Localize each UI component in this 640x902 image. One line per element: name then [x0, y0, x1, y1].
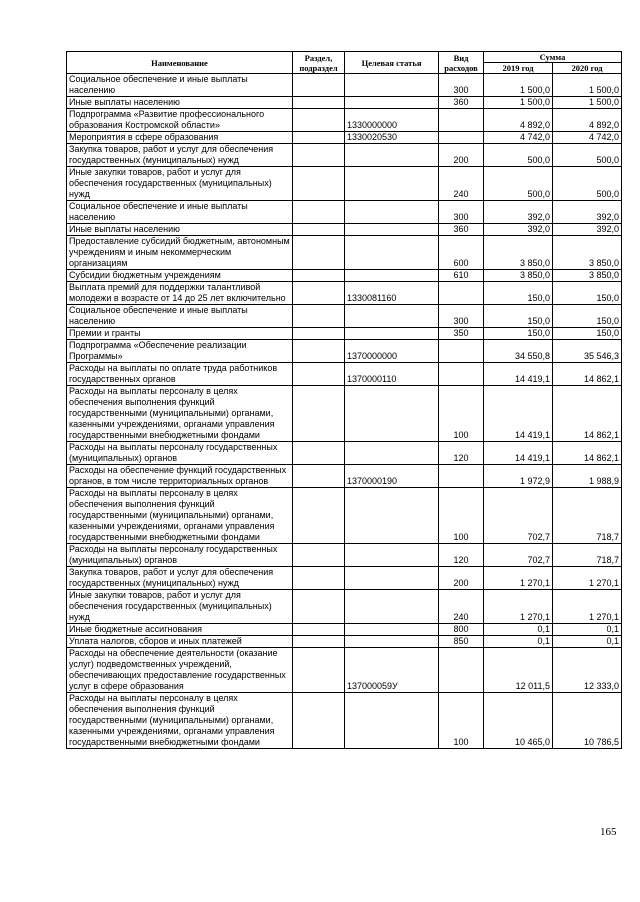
cell-vid	[439, 132, 484, 144]
header-sum: Сумма	[484, 52, 622, 63]
cell-sec	[293, 97, 345, 109]
cell-y2019: 14 419,1	[484, 386, 553, 442]
cell-y2020: 14 862,1	[553, 386, 622, 442]
cell-sec	[293, 624, 345, 636]
cell-name: Расходы на выплаты по оплате труда работников государственных органов	[67, 363, 293, 386]
table-body	[67, 74, 622, 749]
cell-sec	[293, 386, 345, 442]
cell-y2019: 14 419,1	[484, 363, 553, 386]
cell-code	[345, 224, 439, 236]
cell-y2019: 10 465,0	[484, 693, 553, 749]
cell-sec	[293, 144, 345, 167]
cell-name: Расходы на обеспечение функций государственных органов, в том числе территориальных органов	[67, 465, 293, 488]
table-row	[67, 144, 622, 167]
page-number: 165	[600, 826, 617, 838]
cell-name: Социальное обеспечение и иные выплаты населению	[67, 74, 293, 97]
cell-y2020: 1 500,0	[553, 97, 622, 109]
cell-name: Иные закупки товаров, работ и услуг для обеспечения государственных (муниципальных) нужд	[67, 167, 293, 201]
cell-y2019: 12 011,5	[484, 648, 553, 693]
cell-vid: 120	[439, 544, 484, 567]
cell-code	[345, 74, 439, 97]
cell-vid: 300	[439, 74, 484, 97]
cell-y2019: 702,7	[484, 544, 553, 567]
cell-y2019: 500,0	[484, 144, 553, 167]
cell-y2020: 150,0	[553, 282, 622, 305]
table-row	[67, 305, 622, 328]
cell-vid: 100	[439, 693, 484, 749]
cell-vid: 610	[439, 270, 484, 282]
cell-y2020: 1 500,0	[553, 74, 622, 97]
cell-y2020: 0,1	[553, 624, 622, 636]
cell-code	[345, 590, 439, 624]
cell-vid: 100	[439, 386, 484, 442]
cell-name: Расходы на выплаты персоналу государственных (муниципальных) органов	[67, 544, 293, 567]
cell-code: 137000059У	[345, 648, 439, 693]
cell-vid: 200	[439, 144, 484, 167]
cell-y2019: 34 550,8	[484, 340, 553, 363]
cell-y2019: 3 850,0	[484, 236, 553, 270]
cell-sec	[293, 224, 345, 236]
table-row	[67, 624, 622, 636]
table-row	[67, 74, 622, 97]
header-target: Целевая статья	[345, 52, 439, 74]
cell-vid: 100	[439, 488, 484, 544]
cell-name: Иные выплаты населению	[67, 97, 293, 109]
cell-code	[345, 97, 439, 109]
cell-y2019: 500,0	[484, 167, 553, 201]
cell-code	[345, 167, 439, 201]
table-header	[67, 52, 622, 74]
cell-code	[345, 305, 439, 328]
cell-sec	[293, 488, 345, 544]
cell-y2020: 0,1	[553, 636, 622, 648]
cell-sec	[293, 567, 345, 590]
cell-name: Социальное обеспечение и иные выплаты населению	[67, 305, 293, 328]
cell-sec	[293, 270, 345, 282]
cell-code	[345, 386, 439, 442]
cell-sec	[293, 236, 345, 270]
cell-sec	[293, 282, 345, 305]
cell-vid	[439, 648, 484, 693]
cell-vid: 850	[439, 636, 484, 648]
header-type: Вид расходов	[439, 52, 484, 74]
table-row	[67, 270, 622, 282]
cell-code: 1370000110	[345, 363, 439, 386]
cell-code	[345, 488, 439, 544]
cell-vid: 120	[439, 442, 484, 465]
table-row	[67, 282, 622, 305]
header-2020: 2020 год	[553, 63, 622, 74]
cell-y2020: 10 786,5	[553, 693, 622, 749]
cell-y2019: 3 850,0	[484, 270, 553, 282]
cell-sec	[293, 544, 345, 567]
cell-y2020: 1 988,9	[553, 465, 622, 488]
cell-vid	[439, 363, 484, 386]
cell-y2020: 35 546,3	[553, 340, 622, 363]
table-row	[67, 488, 622, 544]
cell-code	[345, 144, 439, 167]
cell-name: Премии и гранты	[67, 328, 293, 340]
cell-sec	[293, 201, 345, 224]
cell-sec	[293, 74, 345, 97]
cell-y2019: 14 419,1	[484, 442, 553, 465]
cell-code: 1330000000	[345, 109, 439, 132]
cell-vid: 300	[439, 305, 484, 328]
cell-code	[345, 270, 439, 282]
header-2019: 2019 год	[484, 63, 553, 74]
cell-y2019: 150,0	[484, 305, 553, 328]
cell-name: Субсидии бюджетным учреждениям	[67, 270, 293, 282]
cell-vid	[439, 340, 484, 363]
table-row	[67, 97, 622, 109]
cell-vid: 240	[439, 590, 484, 624]
cell-y2020: 12 333,0	[553, 648, 622, 693]
table-row	[67, 201, 622, 224]
cell-y2019: 392,0	[484, 224, 553, 236]
cell-code	[345, 693, 439, 749]
cell-sec	[293, 648, 345, 693]
table-row	[67, 224, 622, 236]
cell-name: Социальное обеспечение и иные выплаты населению	[67, 201, 293, 224]
cell-vid	[439, 282, 484, 305]
table-row	[67, 328, 622, 340]
cell-code: 1370000190	[345, 465, 439, 488]
cell-y2020: 4 892,0	[553, 109, 622, 132]
cell-code	[345, 624, 439, 636]
cell-y2019: 1 500,0	[484, 97, 553, 109]
cell-code: 1330081160	[345, 282, 439, 305]
cell-code	[345, 544, 439, 567]
cell-vid: 360	[439, 224, 484, 236]
cell-y2019: 702,7	[484, 488, 553, 544]
cell-y2019: 150,0	[484, 282, 553, 305]
cell-y2020: 14 862,1	[553, 363, 622, 386]
cell-name: Расходы на обеспечение деятельности (оказание услуг) подведомственных учреждений, обеспечивающих предоставление государственных услуг в сфере образования	[67, 648, 293, 693]
cell-code	[345, 442, 439, 465]
cell-name: Уплата налогов, сборов и иных платежей	[67, 636, 293, 648]
cell-code: 1370000000	[345, 340, 439, 363]
table-row	[67, 636, 622, 648]
cell-y2019: 1 500,0	[484, 74, 553, 97]
cell-y2019: 0,1	[484, 636, 553, 648]
cell-sec	[293, 132, 345, 144]
cell-y2020: 392,0	[553, 201, 622, 224]
cell-sec	[293, 363, 345, 386]
cell-y2020: 500,0	[553, 144, 622, 167]
cell-code	[345, 201, 439, 224]
cell-vid	[439, 109, 484, 132]
table-row	[67, 386, 622, 442]
cell-name: Расходы на выплаты персоналу государственных (муниципальных) органов	[67, 442, 293, 465]
cell-name: Мероприятия в сфере образования	[67, 132, 293, 144]
table-row	[67, 340, 622, 363]
table-row	[67, 442, 622, 465]
cell-vid: 360	[439, 97, 484, 109]
cell-vid: 200	[439, 567, 484, 590]
table-row	[67, 363, 622, 386]
table-row	[67, 590, 622, 624]
cell-y2019: 0,1	[484, 624, 553, 636]
cell-name: Подпрограмма «Развитие профессионального образования Костромской области»	[67, 109, 293, 132]
cell-y2020: 500,0	[553, 167, 622, 201]
cell-name: Расходы на выплаты персоналу в целях обеспечения выполнения функций государственными (муниципальными) органами, казенными учреждениями, органами управления государственными внебюджетными фондами	[67, 693, 293, 749]
cell-sec	[293, 465, 345, 488]
cell-y2020: 718,7	[553, 488, 622, 544]
cell-vid: 800	[439, 624, 484, 636]
cell-sec	[293, 109, 345, 132]
cell-name: Расходы на выплаты персоналу в целях обеспечения выполнения функций государственными (муниципальными) органами, казенными учреждениями, органами управления государственными внебюджетными фондами	[67, 488, 293, 544]
table-row	[67, 167, 622, 201]
cell-y2019: 1 270,1	[484, 590, 553, 624]
cell-y2020: 150,0	[553, 328, 622, 340]
cell-vid: 300	[439, 201, 484, 224]
cell-y2020: 4 742,0	[553, 132, 622, 144]
cell-sec	[293, 328, 345, 340]
cell-code	[345, 636, 439, 648]
cell-name: Иные выплаты населению	[67, 224, 293, 236]
table-row	[67, 567, 622, 590]
cell-name: Расходы на выплаты персоналу в целях обеспечения выполнения функций государственными (муниципальными) органами, казенными учреждениями, органами управления государственными внебюджетными фондами	[67, 386, 293, 442]
cell-y2020: 1 270,1	[553, 567, 622, 590]
cell-y2019: 392,0	[484, 201, 553, 224]
cell-y2019: 1 270,1	[484, 567, 553, 590]
cell-code	[345, 567, 439, 590]
cell-y2019: 4 892,0	[484, 109, 553, 132]
cell-y2020: 718,7	[553, 544, 622, 567]
table-row	[67, 648, 622, 693]
cell-name: Закупка товаров, работ и услуг для обеспечения государственных (муниципальных) нужд	[67, 144, 293, 167]
table-row	[67, 236, 622, 270]
cell-name: Закупка товаров, работ и услуг для обеспечения государственных (муниципальных) нужд	[67, 567, 293, 590]
cell-sec	[293, 693, 345, 749]
cell-vid: 350	[439, 328, 484, 340]
cell-y2020: 150,0	[553, 305, 622, 328]
header-name: Наименование	[67, 52, 293, 74]
cell-sec	[293, 305, 345, 328]
table-row	[67, 109, 622, 132]
cell-y2020: 3 850,0	[553, 270, 622, 282]
cell-y2020: 1 270,1	[553, 590, 622, 624]
header-section: Раздел, подраздел	[293, 52, 345, 74]
cell-y2020: 3 850,0	[553, 236, 622, 270]
cell-y2020: 14 862,1	[553, 442, 622, 465]
cell-vid	[439, 465, 484, 488]
cell-sec	[293, 636, 345, 648]
table-row	[67, 544, 622, 567]
cell-vid: 240	[439, 167, 484, 201]
cell-y2020: 392,0	[553, 224, 622, 236]
cell-name: Выплата премий для поддержки талантливой молодежи в возрасте от 14 до 25 лет включительно	[67, 282, 293, 305]
cell-y2019: 150,0	[484, 328, 553, 340]
cell-code: 1330020530	[345, 132, 439, 144]
cell-sec	[293, 167, 345, 201]
cell-name: Иные бюджетные ассигнования	[67, 624, 293, 636]
cell-y2019: 1 972,9	[484, 465, 553, 488]
cell-sec	[293, 590, 345, 624]
table-row	[67, 693, 622, 749]
cell-name: Иные закупки товаров, работ и услуг для обеспечения государственных (муниципальных) нужд	[67, 590, 293, 624]
cell-name: Предоставление субсидий бюджетным, автономным учреждениям и иным некоммерческим организациям	[67, 236, 293, 270]
budget-table	[66, 51, 622, 749]
cell-sec	[293, 340, 345, 363]
cell-name: Подпрограмма «Обеспечение реализации Программы»	[67, 340, 293, 363]
cell-code	[345, 236, 439, 270]
cell-sec	[293, 442, 345, 465]
table-row	[67, 465, 622, 488]
cell-code	[345, 328, 439, 340]
cell-y2019: 4 742,0	[484, 132, 553, 144]
cell-vid: 600	[439, 236, 484, 270]
table-row	[67, 132, 622, 144]
